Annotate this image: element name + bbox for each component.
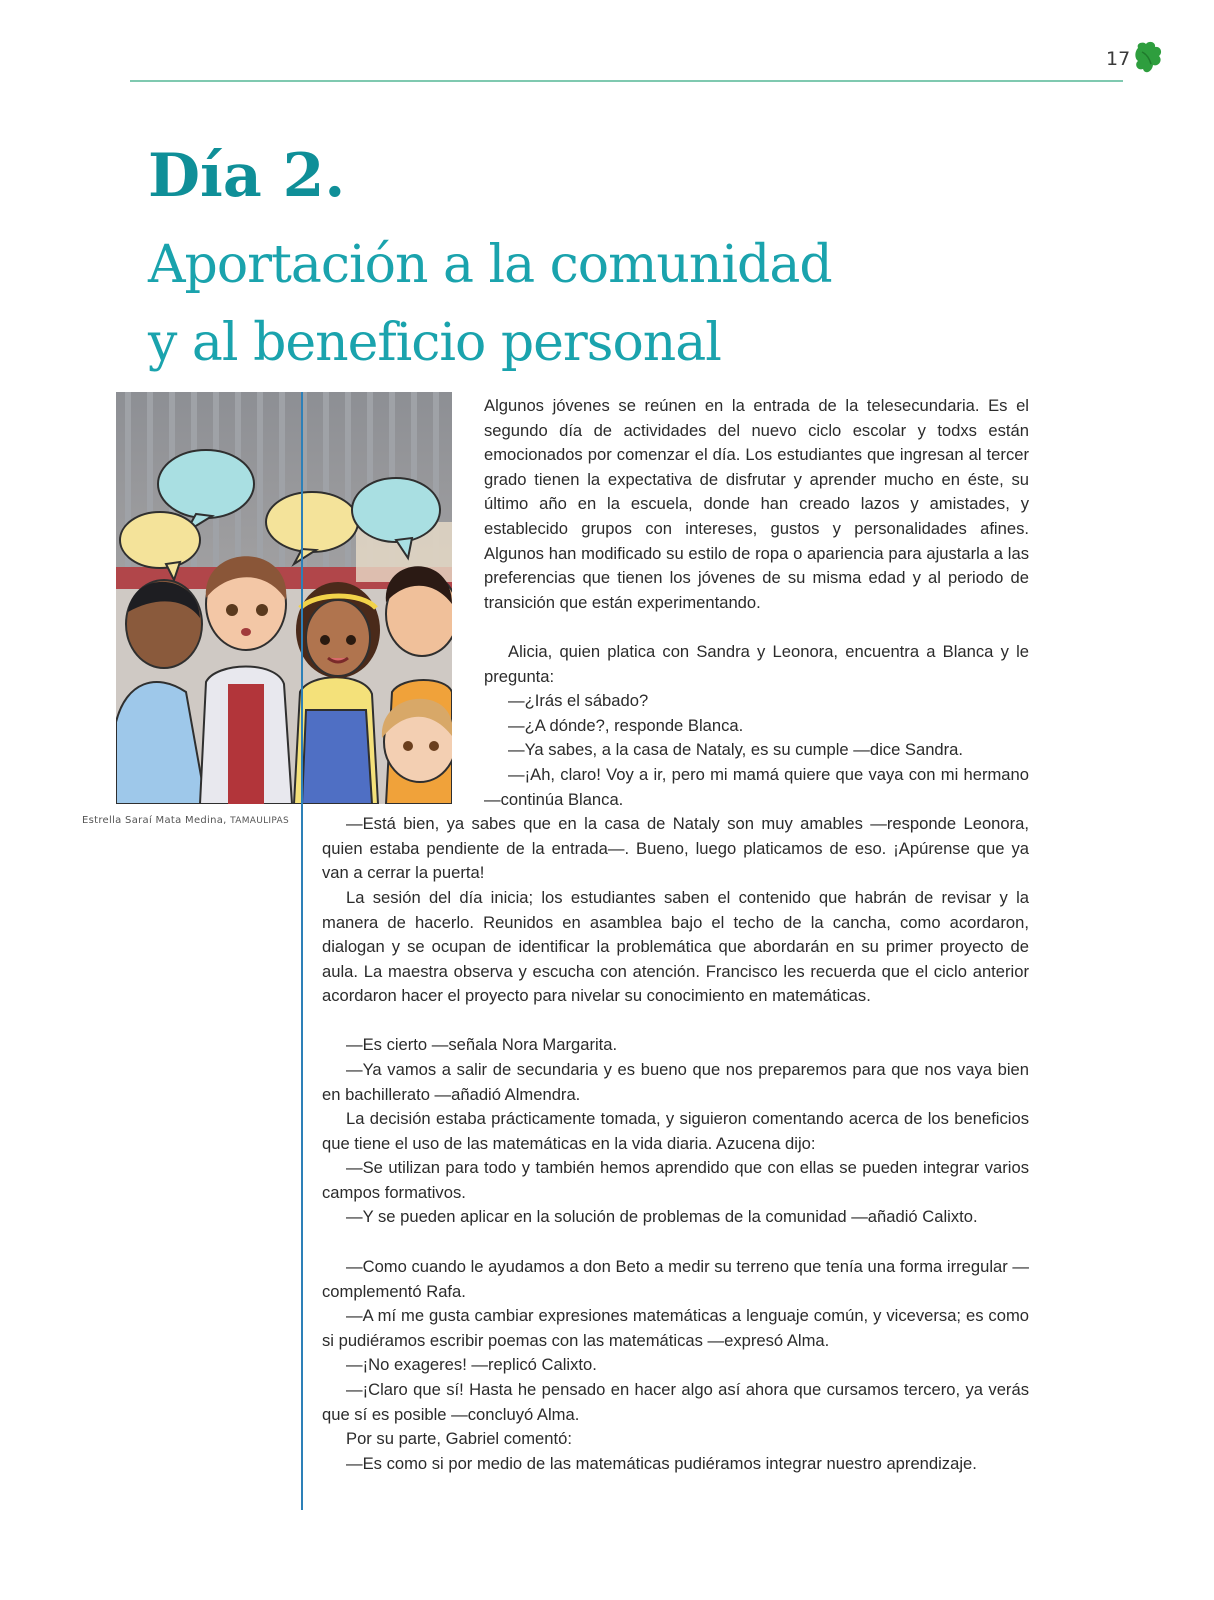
paragraph: La sesión del día inicia; los estudiantes saben el contenido que habrán de revisar y la manera de hacerlo. Reunidos en asamblea bajo el techo de la cancha, como acordaron, dialogan y se ocupan de identificar la problemática que abordarán en su primer proyecto de aula. La maestra observa y escucha con atención. Francisco les recuerda que el ciclo anterior acordaron hacer el proyecto para nivelar su conocimiento en matemáticas. [322, 888, 1029, 1006]
illustration-caption [82, 815, 289, 826]
vertical-rule [301, 392, 303, 1510]
dialogue-line: —¡No exageres! —replicó Calixto. [346, 1355, 597, 1374]
page-number: 17 [1106, 48, 1131, 70]
comic-illustration [116, 392, 452, 804]
dialogue-line: —A mí me gusta cambiar expresiones matemáticas a lenguaje común, y viceversa; es como si pudiéramos escribir poemas con las matemáticas —expresó Alma. [322, 1306, 1029, 1350]
title-line-1: Aportación a la comunidad [148, 235, 832, 295]
dialogue-line: —Es como si por medio de las matemáticas pudiéramos integrar nuestro aprendizaje. [346, 1454, 977, 1473]
dialogue-line: —Se utilizan para todo y también hemos aprendido que con ellas se pueden integrar varios campos formativos. [322, 1158, 1029, 1202]
dialogue-line: —¿A dónde?, responde Blanca. [508, 716, 744, 735]
caption-author: Estrella Saraí Mata Medina, [82, 815, 227, 826]
dialogue-line: —Como cuando le ayudamos a don Beto a medir su terreno que tenía una forma irregular —complementó Rafa. [322, 1257, 1029, 1301]
dialogue-line: —Ya sabes, a la casa de Nataly, es su cumple —dice Sandra. [508, 740, 964, 759]
header-rule [130, 80, 1123, 82]
green-leaf-icon [1134, 40, 1164, 76]
dialogue-line: —Es cierto —señala Nora Margarita. [346, 1035, 618, 1054]
caption-region: TAMAULIPAS [230, 816, 290, 826]
paragraph: La decisión estaba prácticamente tomada, y siguieron comentando acerca de los beneficios que tiene el uso de las matemáticas en la vida diaria. Azucena dijo: [322, 1109, 1029, 1153]
paragraph: Algunos jóvenes se reúnen en la entrada de la telesecundaria. Es el segundo día de actividades del nuevo ciclo escolar y todxs están emocionados por comenzar el día. Los estudiantes que ingresan al tercer grado tienen la expectativa de disfrutar y aprender mucho en éste, su último año en la escuela, donde han creado lazos y amistades, y establecido grupos con intereses, gustos y personalidades afines. Algunos han modificado su estilo de ropa o apariencia para ajustarla a las preferencias que tienen los jóvenes de su misma edad y al periodo de transición que están experimentando. [484, 396, 1029, 612]
dialogue-line: —Está bien, ya sabes que en la casa de Nataly son muy amables —responde Leonora, quien estaba pendiente de la entrada—. Bueno, luego platicamos de eso. ¡Apúrense que ya van a cerrar la puerta! [322, 814, 1029, 883]
title-line-2: y al beneficio personal [148, 313, 721, 373]
paragraph: Por su parte, Gabriel comentó: [346, 1429, 572, 1448]
dialogue-line: —Y se pueden aplicar en la solución de problemas de la comunidad —añadió Calixto. [346, 1207, 978, 1226]
dialogue-line: —Ya vamos a salir de secundaria y es bueno que nos preparemos para que nos vaya bien en bachillerato —añadió Almendra. [322, 1060, 1029, 1104]
page-title-day: Día 2. [148, 141, 346, 211]
dialogue-line: —¿Irás el sábado? [508, 691, 649, 710]
paragraph: Alicia, quien platica con Sandra y Leonora, encuentra a Blanca y le pregunta: [484, 642, 1029, 686]
dialogue-line: —¡Ah, claro! Voy a ir, pero mi mamá quiere que vaya con mi hermano —continúa Blanca. [484, 765, 1029, 809]
dialogue-line: —¡Claro que sí! Hasta he pensado en hacer algo así ahora que cursamos tercero, ya verás que sí es posible —concluyó Alma. [322, 1380, 1029, 1424]
page-title-subtitle [148, 226, 832, 382]
